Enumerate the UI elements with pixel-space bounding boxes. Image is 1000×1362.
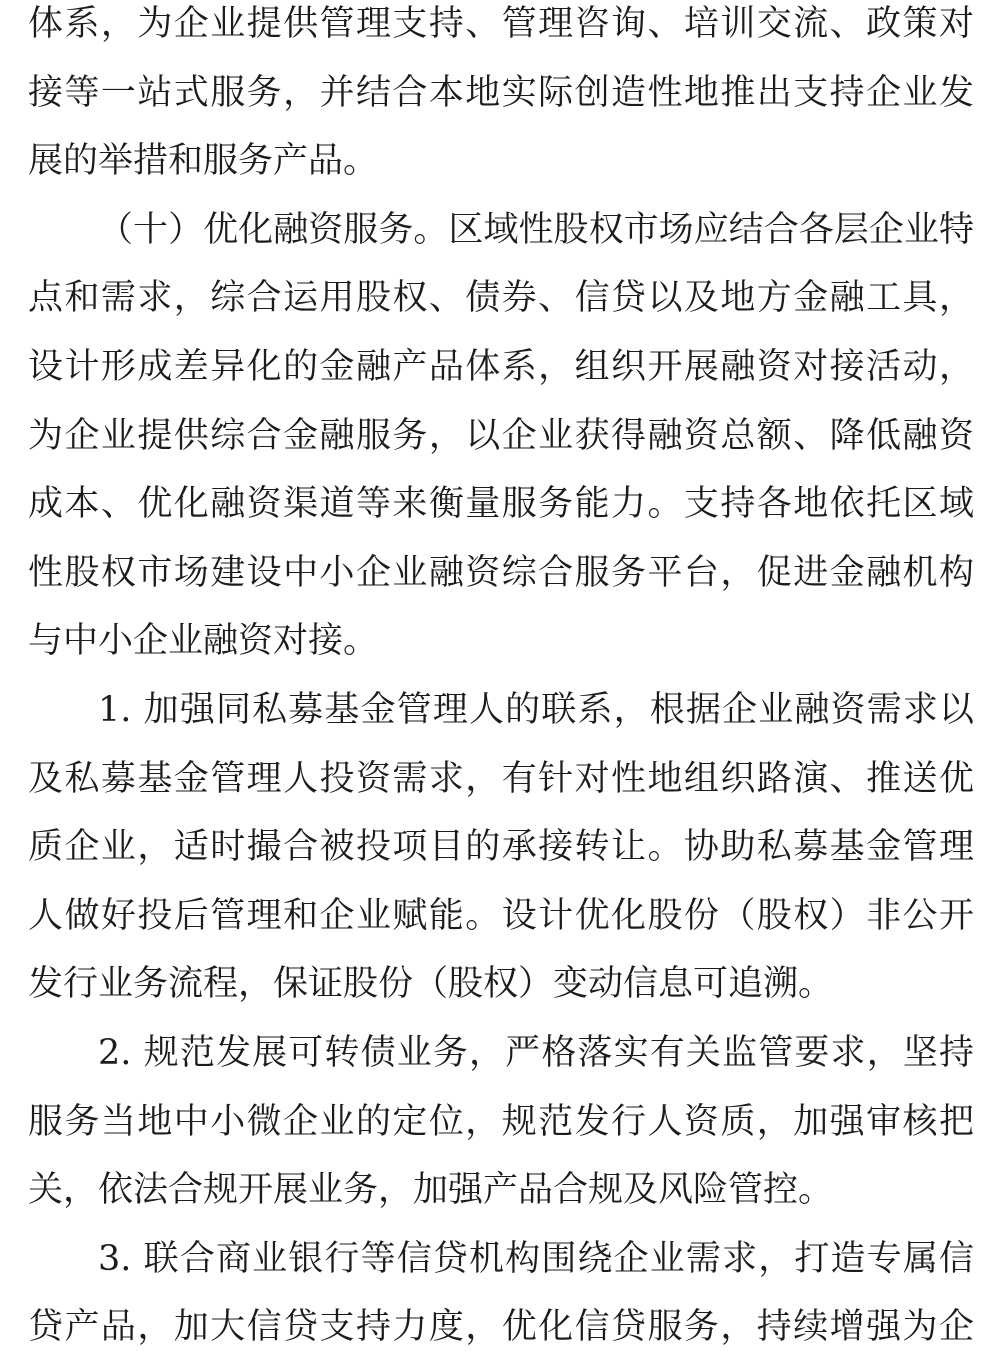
text-line: 人做好投后管理和企业赋能。设计优化股份（股权）非公开 [28, 895, 974, 936]
text-line: 与中小企业融资对接。 [28, 621, 379, 662]
text-line: 点和需求，综合运用股权、债券、信贷以及地方金融工具， [28, 278, 974, 319]
list-item-line: 3. 联合商业银行等信贷机构围绕企业需求，打造专属信 [98, 1238, 974, 1279]
text-line: 及私募基金管理人投资需求，有针对性地组织路演、推送优 [28, 758, 974, 799]
text-line: 为企业提供综合金融服务，以企业获得融资总额、降低融资 [28, 415, 974, 456]
text-line: 体系，为企业提供管理支持、管理咨询、培训交流、政策对 [28, 4, 974, 44]
text-line: 质企业，适时撮合被投项目的承接转让。协助私募基金管理 [28, 827, 974, 868]
text-line: 发行业务流程，保证股份（股权）变动信息可追溯。 [28, 964, 834, 1005]
list-item-line: 1. 加强同私募基金管理人的联系，根据企业融资需求以 [98, 689, 974, 730]
text-line: 贷产品，加大信贷支持力度，优化信贷服务，持续增强为企 [28, 1307, 974, 1348]
section-heading-line: （十）优化融资服务。区域性股权市场应结合各层企业特 [98, 209, 974, 250]
text-line: 设计形成差异化的金融产品体系，组织开展融资对接活动， [28, 346, 974, 387]
text-line: 展的举措和服务产品。 [28, 141, 379, 182]
text-line: 性股权市场建设中小企业融资综合服务平台，促进金融机构 [28, 552, 974, 593]
text-line: 关，依法合规开展业务，加强产品合规及风险管控。 [28, 1170, 834, 1211]
text-line: 成本、优化融资渠道等来衡量服务能力。支持各地依托区域 [28, 484, 974, 525]
text-line: 服务当地中小微企业的定位，规范发行人资质，加强审核把 [28, 1101, 974, 1142]
list-item-line: 2. 规范发展可转债业务，严格落实有关监管要求，坚持 [98, 1032, 974, 1073]
text-line: 接等一站式服务，并结合本地实际创造性地推出支持企业发 [28, 72, 974, 113]
